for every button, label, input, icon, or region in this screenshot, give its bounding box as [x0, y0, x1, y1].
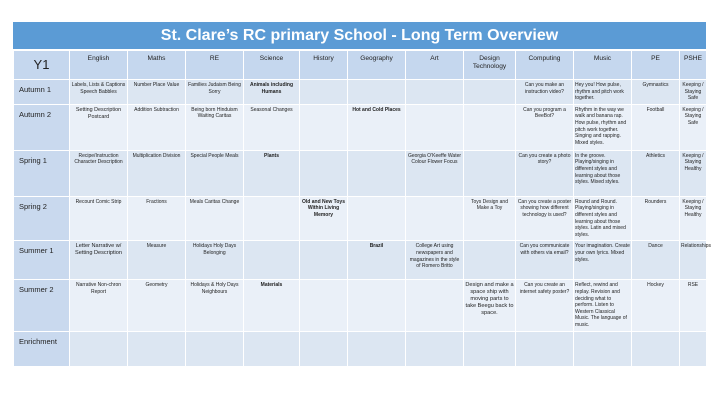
cell-re: Holidays Holy Days Belonging: [186, 241, 244, 280]
cell-computing: [516, 331, 574, 366]
cell-pshe: [680, 331, 707, 366]
table-row: [14, 196, 707, 241]
overview-sheet: [13, 22, 712, 368]
cell-music: Round and Round. Playing/singing in different styles and learning about those styles. Latin and mixed styles.: [574, 196, 632, 241]
cell-maths: Fractions: [128, 196, 186, 241]
cell-re: Meals Caritas Change: [186, 196, 244, 241]
cell-maths: Measure: [128, 241, 186, 280]
cell-english: [70, 331, 128, 366]
cell-pshe: Keeping / Staying Safe: [680, 80, 707, 105]
cell-maths: Number Place Value: [128, 80, 186, 105]
cell-re: Being born Hinduism Waiting Caritas: [186, 104, 244, 150]
term-label: Spring 2: [14, 196, 70, 241]
cell-history: [300, 331, 348, 366]
cell-pe: Football: [632, 104, 680, 150]
cell-music: [574, 331, 632, 366]
table-row: [14, 80, 707, 105]
cell-art: [406, 280, 464, 331]
term-label: Autumn 2: [14, 104, 70, 150]
cell-computing: Can you program a BeeBot?: [516, 104, 574, 150]
cell-music: Reflect, rewind and replay. Revision and deciding what to perform. Listen to Western Classical Music. The language of music.: [574, 280, 632, 331]
overview-table: [13, 50, 712, 367]
term-label: Spring 1: [14, 150, 70, 196]
subject-header-english: English: [70, 51, 128, 80]
subject-header-re: RE: [186, 51, 244, 80]
cell-computing: Can you create a poster showing how different technology is used?: [516, 196, 574, 241]
cell-dt: Design and make a space ship with moving parts to take Beegu back to space.: [464, 280, 516, 331]
subject-header-music: Music: [574, 51, 632, 80]
cell-music: Hey you! How pulse, rhythm and pitch work together.: [574, 80, 632, 105]
cell-science: Animals including Humans: [244, 80, 300, 105]
cell-re: Families Judaism Being Sorry: [186, 80, 244, 105]
cell-art: [406, 104, 464, 150]
cell-english: Letter Narrative w/ Setting Description: [70, 241, 128, 280]
cell-english: Recount Comic Strip: [70, 196, 128, 241]
cell-science: [244, 241, 300, 280]
cell-pshe: Keeping / Staying Safe: [680, 104, 707, 150]
subject-header-pshe: PSHE: [680, 51, 707, 80]
cell-history: Old and New Toys Within Living Memory: [300, 196, 348, 241]
subject-header-history: History: [300, 51, 348, 80]
cell-science: Materials: [244, 280, 300, 331]
subject-header-science: Science: [244, 51, 300, 80]
cell-english: Recipe/Instruction Character Description: [70, 150, 128, 196]
cell-geography: [348, 331, 406, 366]
cell-history: [300, 150, 348, 196]
subject-header-maths: Maths: [128, 51, 186, 80]
cell-re: Holidays & Holy Days Neighbours: [186, 280, 244, 331]
term-label: Enrichment: [14, 331, 70, 366]
cell-pe: [632, 331, 680, 366]
cell-dt: Toys Design and Make a Toy: [464, 196, 516, 241]
subject-header-dt: Design Technology: [464, 51, 516, 80]
cell-art: Georgia O’Keeffe Water Colour Flower Focus: [406, 150, 464, 196]
cell-english: Setting Description Postcard: [70, 104, 128, 150]
table-row: [14, 241, 707, 280]
page-title: St. Clare’s RC primary School - Long Term Overview: [13, 22, 706, 50]
cell-music: Rhythm in the way we walk and banana rap. How pulse, rhythm and pitch work together. Singing and rapping. Mixed styles.: [574, 104, 632, 150]
cell-art: College Art using newspapers and magazines in the style of Romero Britto: [406, 241, 464, 280]
subject-header-computing: Computing: [516, 51, 574, 80]
cell-maths: [128, 331, 186, 366]
cell-history: [300, 104, 348, 150]
subject-header-art: Art: [406, 51, 464, 80]
cell-pshe: Keeping / Staying Healthy: [680, 150, 707, 196]
cell-maths: Geometry: [128, 280, 186, 331]
cell-history: [300, 280, 348, 331]
term-label: Summer 1: [14, 241, 70, 280]
cell-computing: Can you communicate with others via email?: [516, 241, 574, 280]
cell-pshe: RSE: [680, 280, 707, 331]
subject-header-geography: Geography: [348, 51, 406, 80]
cell-re: [186, 331, 244, 366]
cell-pe: Gymnastics: [632, 80, 680, 105]
cell-english: Narrative Non-chron Report: [70, 280, 128, 331]
table-row: [14, 280, 707, 331]
cell-geography: [348, 196, 406, 241]
cell-pe: Rounders: [632, 196, 680, 241]
cell-re: Special People Meals: [186, 150, 244, 196]
cell-dt: [464, 150, 516, 196]
cell-english: Labels, Lists & Captions Speech Babbles: [70, 80, 128, 105]
cell-pe: Athletics: [632, 150, 680, 196]
cell-music: Your imagination. Create your own lyrics. Mixed styles.: [574, 241, 632, 280]
subject-header-pe: PE: [632, 51, 680, 80]
cell-maths: Addition Subtraction: [128, 104, 186, 150]
cell-pshe: Relationships: [680, 241, 707, 280]
cell-pshe: Keeping / Staying Healthy: [680, 196, 707, 241]
cell-music: In the groove. Playing/singing in different styles and learning about those styles. Mixed styles.: [574, 150, 632, 196]
cell-history: [300, 241, 348, 280]
cell-history: [300, 80, 348, 105]
cell-maths: Multiplication Division: [128, 150, 186, 196]
cell-dt: [464, 80, 516, 105]
cell-art: [406, 80, 464, 105]
cell-geography: Brazil: [348, 241, 406, 280]
cell-geography: [348, 150, 406, 196]
cell-dt: [464, 241, 516, 280]
cell-art: [406, 331, 464, 366]
cell-science: [244, 196, 300, 241]
cell-art: [406, 196, 464, 241]
cell-science: [244, 331, 300, 366]
table-row: [14, 331, 707, 366]
cell-computing: Can you create a photo story?: [516, 150, 574, 196]
cell-pe: Dance: [632, 241, 680, 280]
term-label: Autumn 1: [14, 80, 70, 105]
cell-geography: [348, 80, 406, 105]
cell-pe: Hockey: [632, 280, 680, 331]
cell-geography: [348, 280, 406, 331]
cell-computing: Can you create an internet safety poster?: [516, 280, 574, 331]
table-row: [14, 104, 707, 150]
cell-geography: Hot and Cold Places: [348, 104, 406, 150]
term-label: Summer 2: [14, 280, 70, 331]
table-row: [14, 150, 707, 196]
cell-dt: [464, 104, 516, 150]
cell-science: Seasonal Changes: [244, 104, 300, 150]
cell-science: Plants: [244, 150, 300, 196]
year-label: Y1: [14, 51, 70, 80]
cell-computing: Can you make an instruction video?: [516, 80, 574, 105]
cell-dt: [464, 331, 516, 366]
